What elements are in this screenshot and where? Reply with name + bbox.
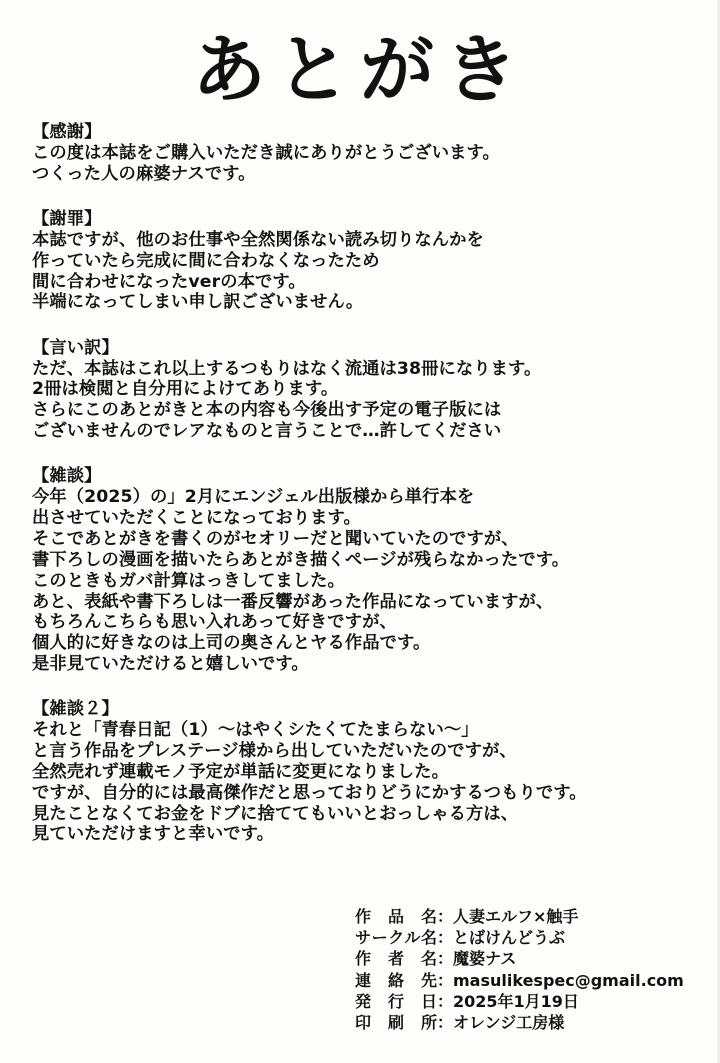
colophon-separator: ： bbox=[437, 907, 454, 926]
body-line: さらにこのあとがきと本の内容も今後出す予定の電子版には bbox=[32, 400, 502, 421]
section-thanks bbox=[32, 122, 702, 185]
colophon-separator: ： bbox=[437, 991, 454, 1011]
body-line: 個人的に好きなのは上司の奥さんとヤる作品です。 bbox=[32, 633, 431, 654]
colophon-separator: ： bbox=[437, 949, 454, 969]
body-line: 全然売れず連載モノ予定が単話に変更になりました。 bbox=[32, 761, 449, 782]
body-line: ですが、自分的には最高傑作だと思っておりどうにかするつもりです。 bbox=[32, 782, 587, 803]
body-line: 本誌ですが、他のお仕事や全然関係ない読み切りなんかを bbox=[32, 229, 484, 250]
colophon-label: 印刷所 bbox=[355, 1013, 437, 1033]
colophon-label: 発行日 bbox=[355, 991, 437, 1011]
colophon-separator: ： bbox=[437, 928, 454, 948]
body-line: 間に合わせになったverの本です。 bbox=[32, 271, 306, 292]
body-line: あと、表紙や書下ろしは一番反響があった作品になっていますが、 bbox=[32, 591, 554, 612]
colophon-value: オレンジ工房様 bbox=[453, 1013, 565, 1033]
colophon-row-date bbox=[355, 991, 695, 1012]
section-heading: 【雑談２】 bbox=[32, 699, 119, 720]
section-heading: 【言い訳】 bbox=[32, 337, 119, 358]
body-line: このときもガバ計算はっきしてました。 bbox=[32, 570, 345, 591]
colophon-row-author bbox=[355, 948, 695, 969]
section-excuse bbox=[32, 338, 702, 442]
colophon-separator: ： bbox=[437, 1013, 454, 1033]
colophon-value: 2025年1月19日 bbox=[453, 991, 579, 1011]
colophon-label: 作者名 bbox=[355, 949, 437, 969]
body-line: 今年（2025）の」2月にエンジェル出版様から単行本を bbox=[32, 487, 475, 508]
body-line: この度は本誌をご購入いただき誠にありがとうございます。 bbox=[32, 142, 500, 163]
body-line: 半端になってしまい申し訳ございません。 bbox=[32, 292, 364, 313]
colophon-value: 魔婆ナス bbox=[453, 949, 517, 969]
body-line: ございませんのでレアなものと言うことで…許してください bbox=[32, 421, 502, 442]
section-apology bbox=[32, 209, 702, 313]
colophon-value: とばけんどうぶ bbox=[453, 928, 566, 948]
colophon-label: 連絡先 bbox=[355, 970, 437, 990]
body-line: つくった人の麻婆ナスです。 bbox=[32, 163, 256, 184]
section-chat-2 bbox=[32, 699, 702, 845]
contact-email: masulikespec@gmail.com bbox=[453, 970, 684, 990]
colophon bbox=[355, 906, 695, 1033]
body-line: 作っていたら完成に間に合わなくなったため bbox=[32, 250, 380, 271]
colophon-label: サークル名 bbox=[355, 928, 437, 948]
colophon-row-circle bbox=[355, 927, 695, 948]
body-line: そこであとがきを書くのがセオリーだと聞いていたのですが、 bbox=[32, 529, 519, 549]
colophon-row-title bbox=[355, 906, 695, 927]
body-line: それと「青春日記（1）～はやくシたくてたまらない～」 bbox=[32, 720, 479, 741]
body-line: 書下ろしの漫画を描いたらあとがき描くページが残らなかったです。 bbox=[32, 549, 570, 570]
afterword-body bbox=[32, 122, 702, 870]
colophon-separator: ： bbox=[437, 970, 454, 990]
section-chat bbox=[32, 466, 702, 674]
section-heading: 【感謝】 bbox=[32, 122, 102, 142]
body-line: ただ、本誌はこれ以上するつもりはなく流通は38冊になります。 bbox=[32, 358, 542, 379]
body-line: 是非見ていただけると嬉しいです。 bbox=[32, 654, 309, 675]
colophon-row-printer bbox=[355, 1012, 695, 1033]
page-title: あとがき bbox=[192, 27, 528, 113]
body-line: 出させていただくことになっております。 bbox=[32, 508, 361, 529]
colophon-row-contact bbox=[355, 970, 695, 991]
colophon-label: 作品名 bbox=[355, 907, 437, 926]
body-line: 見たことなくてお金をドブに捨ててもいいとおっしゃる方は、 bbox=[32, 803, 519, 824]
body-line: 2冊は検閲と自分用によけてあります。 bbox=[32, 379, 339, 400]
body-line: と言う作品をプレステージ様から出していただいたのですが、 bbox=[32, 741, 517, 762]
colophon-value: 人妻エルフ×触手 bbox=[453, 907, 579, 926]
body-line: もちろんこちらも思い入れあって好きですが、 bbox=[32, 612, 397, 633]
section-heading: 【雑談】 bbox=[32, 466, 102, 487]
body-line: 見ていただけますと幸いです。 bbox=[32, 824, 274, 845]
section-heading: 【謝罪】 bbox=[32, 209, 102, 230]
